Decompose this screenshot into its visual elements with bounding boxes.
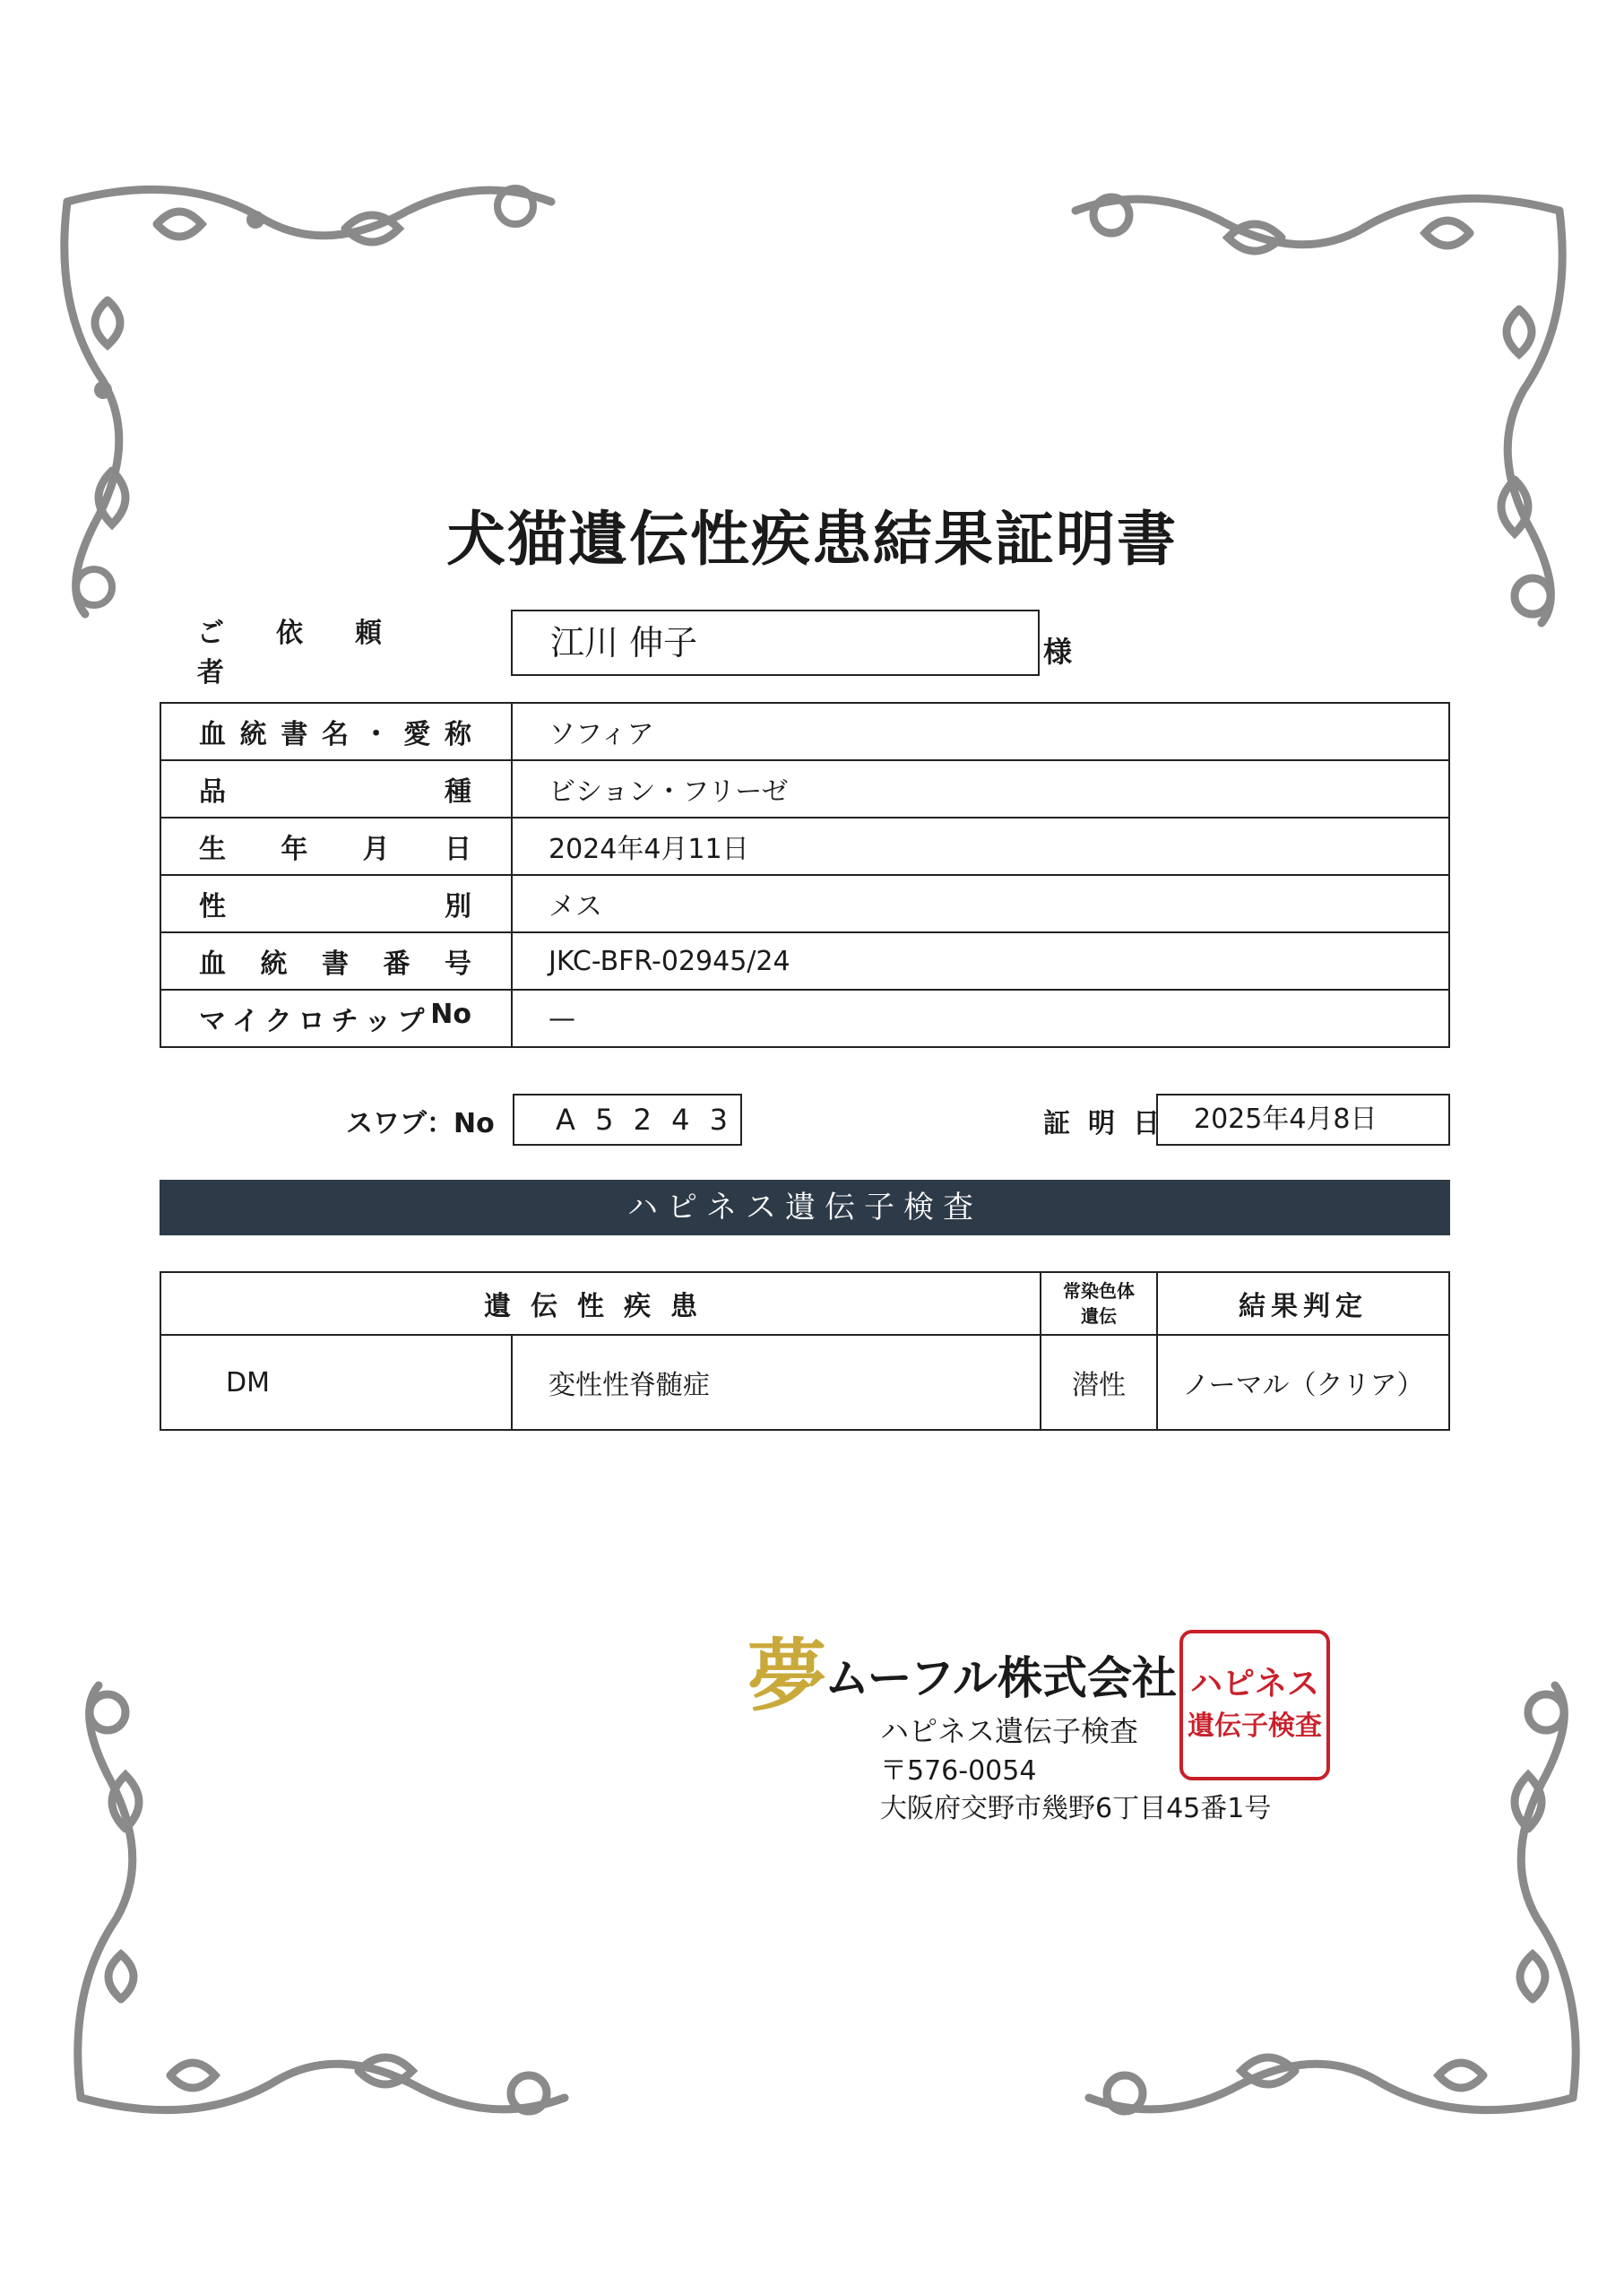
requester-label: [197, 618, 475, 688]
table-row: [160, 1335, 1449, 1430]
info-label-text: 品 種: [199, 776, 471, 808]
pet-info-table: [160, 702, 1450, 1048]
info-label: [160, 818, 512, 875]
requester-label-text: ご依頼者: [197, 618, 434, 688]
header-disease: 遺伝性疾患: [160, 1272, 1041, 1335]
table-row: [160, 990, 1449, 1047]
company-division: ハピネス遺伝子検査: [880, 1714, 1139, 1748]
table-row: [160, 703, 1449, 760]
info-label: [160, 932, 512, 990]
info-label: [160, 703, 512, 760]
ornament-bottom-left: [63, 1676, 600, 2134]
info-label: [160, 875, 512, 932]
header-inheritance: 常染色体 遺伝: [1041, 1272, 1157, 1335]
honorific-suffix: 様: [1043, 635, 1073, 669]
info-value: JKC-BFR-02945/24: [512, 932, 1449, 990]
info-value: 2024年4月11日: [512, 818, 1449, 875]
info-value: —: [512, 990, 1449, 1047]
table-row: [160, 875, 1449, 932]
swab-number: A 5 2 4 3: [556, 1103, 734, 1137]
company-postal: 〒576-0054: [880, 1755, 1037, 1787]
info-label-text: マ イ ク ロ チ ッ プ No: [199, 999, 471, 1037]
info-value: ソフィア: [512, 703, 1449, 760]
seal-line-1: ハピネス: [1189, 1665, 1319, 1702]
section-title-band: ハピネス遺伝子検査: [160, 1180, 1450, 1235]
table-row: [160, 932, 1449, 990]
table-row: [160, 818, 1449, 875]
info-label-text: 血 統 書 番 号: [199, 948, 471, 980]
result-judgement: ノーマル（クリア）: [1157, 1335, 1449, 1430]
company-logo: [747, 1614, 826, 1727]
cert-date: 2025年4月8日: [1194, 1104, 1378, 1135]
header-result: 結果判定: [1157, 1272, 1449, 1335]
info-label: [160, 760, 512, 818]
table-row: [160, 760, 1449, 818]
requester-name-field: [511, 610, 1040, 676]
company-name: ムーフル株式会社: [825, 1651, 1177, 1704]
disease-code: DM: [160, 1335, 512, 1430]
cert-date-label: 証明日: [1043, 1108, 1178, 1139]
info-label-text: 生 年 月 日: [199, 834, 471, 865]
requester-name: 江川 伸子: [550, 623, 698, 663]
info-label-text: 性 別: [199, 891, 471, 922]
swab-number-field: [513, 1094, 742, 1146]
disease-name: 変性性脊髄症: [512, 1335, 1041, 1430]
info-value: ビション・フリーゼ: [512, 760, 1449, 818]
info-label-text: 血 統 書 名 ・ 愛 称: [199, 719, 471, 750]
info-value: メス: [512, 875, 1449, 932]
document-title: 犬猫遺伝性疾患結果証明書: [446, 505, 1178, 574]
cert-date-field: [1156, 1094, 1450, 1146]
inheritance-type: 潜性: [1041, 1335, 1157, 1430]
info-label: [160, 990, 512, 1047]
results-table: [160, 1271, 1450, 1431]
seal-line-2: 遺伝子検査: [1188, 1710, 1322, 1742]
swab-label: スワブ：No: [346, 1108, 495, 1139]
company-address: 大阪府交野市幾野6丁目45番1号: [880, 1793, 1272, 1824]
company-seal: [1179, 1630, 1330, 1780]
logo-mark: 夢: [747, 1629, 827, 1722]
